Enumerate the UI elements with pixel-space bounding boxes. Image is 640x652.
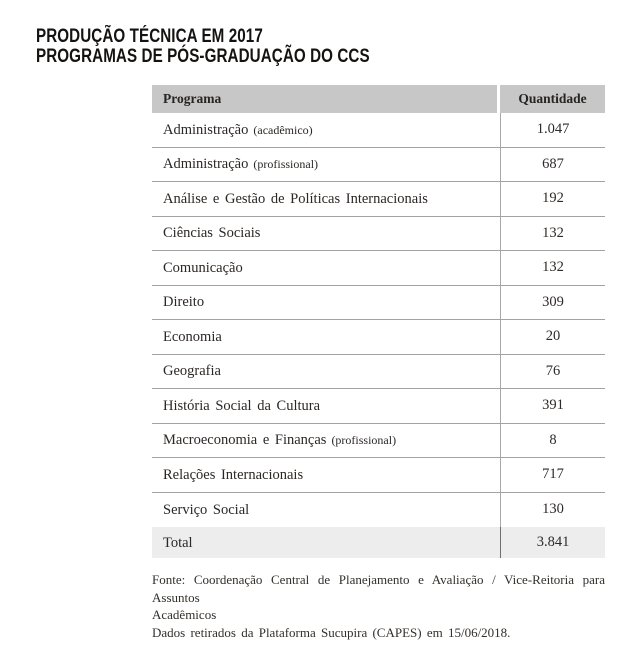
program-name: Serviço Social — [163, 501, 250, 518]
data-note: Dados retirados da Plataforma Sucupira (CAPES) em 15/06/2018. — [152, 624, 511, 640]
program-cell — [152, 501, 500, 519]
title-line-1: PRODUÇÃO TÉCNICA EM 2017 — [36, 26, 263, 47]
program-name: Macroeconomia e Finanças — [163, 432, 327, 449]
column-header-programa: Programa — [152, 85, 497, 113]
program-cell — [152, 293, 500, 311]
quantity-cell: 76 — [500, 355, 605, 389]
table-row — [152, 182, 605, 217]
total-label: Total — [163, 534, 193, 551]
quantity-cell: 20 — [500, 320, 605, 354]
program-cell — [152, 224, 500, 242]
program-name: História Social da Cultura — [163, 397, 321, 414]
program-cell — [152, 121, 500, 139]
quantity-cell: 1.047 — [500, 113, 605, 147]
quantity-cell: 309 — [500, 286, 605, 320]
quantity-cell: 132 — [500, 251, 605, 285]
table-row — [152, 424, 605, 459]
program-name: Análise e Gestão de Políticas Internacionais — [163, 190, 428, 207]
table-row — [152, 113, 605, 148]
quantity-cell: 717 — [500, 458, 605, 492]
program-cell — [152, 190, 500, 208]
table-row — [152, 251, 605, 286]
title-line-2: PROGRAMAS DE PÓS-GRADUAÇÃO DO CCS — [36, 45, 370, 67]
table-total-row — [152, 527, 605, 558]
program-cell — [152, 328, 500, 346]
total-label-cell — [152, 534, 500, 552]
table-header-row — [152, 85, 605, 113]
table-row — [152, 493, 605, 528]
table-footnotes — [152, 571, 605, 641]
program-name: Administração — [163, 156, 249, 173]
program-name: Direito — [163, 294, 205, 311]
table-row — [152, 217, 605, 252]
quantity-cell: 130 — [500, 493, 605, 528]
table-row — [152, 389, 605, 424]
column-header-quantidade: Quantidade — [500, 85, 605, 113]
program-name: Ciências Sociais — [163, 225, 261, 242]
table-row — [152, 286, 605, 321]
program-note: (profissional) — [253, 157, 319, 172]
program-cell — [152, 155, 500, 173]
program-cell — [152, 431, 500, 449]
table-body — [152, 113, 605, 527]
program-name: Economia — [163, 328, 222, 345]
table-row — [152, 320, 605, 355]
table-row — [152, 148, 605, 183]
program-name: Comunicação — [163, 259, 243, 276]
program-cell — [152, 397, 500, 415]
quantity-cell: 132 — [500, 217, 605, 251]
program-name: Administração — [163, 121, 249, 138]
total-quantity-cell: 3.841 — [500, 527, 605, 558]
page-title — [36, 27, 370, 66]
quantity-cell: 391 — [500, 389, 605, 423]
table-row — [152, 355, 605, 390]
quantity-cell: 687 — [500, 148, 605, 182]
production-table — [152, 85, 605, 558]
quantity-cell: 192 — [500, 182, 605, 216]
table-row — [152, 458, 605, 493]
program-cell — [152, 259, 500, 277]
program-cell — [152, 362, 500, 380]
program-cell — [152, 466, 500, 484]
source-note-line-2: Acadêmicos — [152, 607, 217, 622]
program-note: (profissional) — [331, 433, 397, 448]
quantity-cell: 8 — [500, 424, 605, 458]
source-note-line-1: Fonte: Coordenação Central de Planejamento e Avaliação / Vice-Reitoria para Assuntos — [152, 572, 605, 605]
program-name: Relações Internacionais — [163, 466, 304, 483]
program-name: Geografia — [163, 363, 221, 380]
program-note: (acadêmico) — [253, 122, 313, 137]
